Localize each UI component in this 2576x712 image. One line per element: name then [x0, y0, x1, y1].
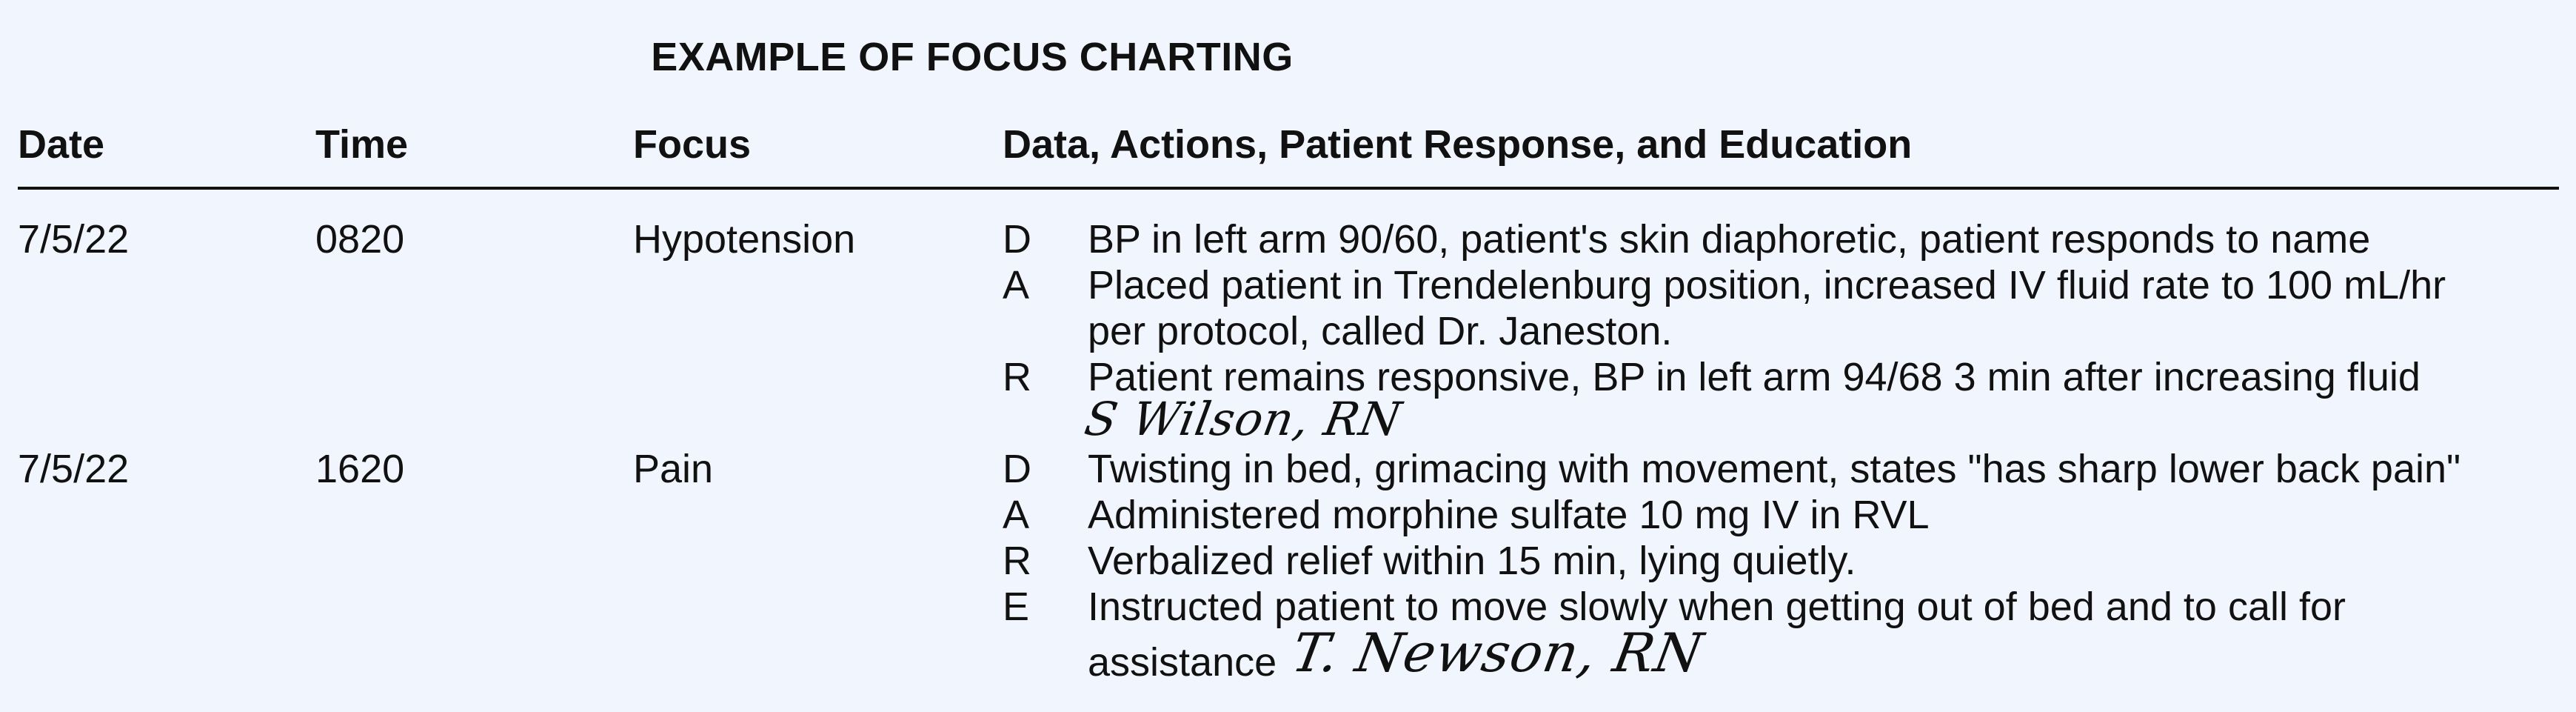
entry-1-response-text: Patient remains responsive, BP in left arm 94/68 3 min after increasing fluid [1088, 355, 2421, 399]
entry-2-date: 7/5/22 [18, 447, 130, 491]
entry-1-action-text-line-2: per protocol, called Dr. Janeston. [1088, 309, 1673, 353]
header-focus: Focus [633, 122, 752, 167]
entry-2-code-r: R [1003, 539, 1031, 583]
entry-2-action-text: Administered morphine sulfate 10 mg IV in RVL [1088, 493, 1930, 537]
entry-2-code-e: E [1003, 585, 1030, 629]
entry-2-signature: T. Newson, RN [1287, 622, 1708, 684]
entry-2-focus: Pain [633, 447, 714, 491]
entry-1-data-text: BP in left arm 90/60, patient's skin diaphoretic, patient responds to name [1088, 217, 2371, 262]
header-divider [18, 187, 2559, 190]
entry-1-action-text-line-1: Placed patient in Trendelenburg position, increased IV fluid rate to 100 mL/hr [1088, 263, 2446, 307]
entry-1-signature: S Wilson, RN [1080, 392, 1406, 446]
entry-2-code-d: D [1003, 447, 1031, 491]
entry-2-time: 1620 [315, 447, 405, 491]
entry-1-date: 7/5/22 [18, 217, 130, 262]
entry-2-education-text-line-2 [1088, 622, 1708, 685]
entry-1-time: 0820 [315, 217, 405, 262]
header-time: Time [315, 122, 409, 167]
entry-2-code-a: A [1003, 493, 1030, 537]
entry-1-code-a: A [1003, 263, 1030, 307]
entry-1-code-d: D [1003, 217, 1031, 262]
header-notes: Data, Actions, Patient Response, and Education [1003, 122, 1913, 167]
entry-1-code-r: R [1003, 355, 1031, 399]
entry-2-education-text-line-2-text: assistance [1088, 640, 1277, 685]
entry-2-education-text-line-1: Instructed patient to move slowly when getting out of bed and to call for [1088, 585, 2346, 629]
entry-2-data-text: Twisting in bed, grimacing with movement, states "has sharp lower back pain" [1088, 447, 2461, 491]
header-date: Date [18, 122, 105, 167]
entry-2-response-text: Verbalized relief within 15 min, lying quietly. [1088, 539, 1856, 583]
chart-title: EXAMPLE OF FOCUS CHARTING [651, 35, 1294, 79]
entry-1-focus: Hypotension [633, 217, 856, 262]
